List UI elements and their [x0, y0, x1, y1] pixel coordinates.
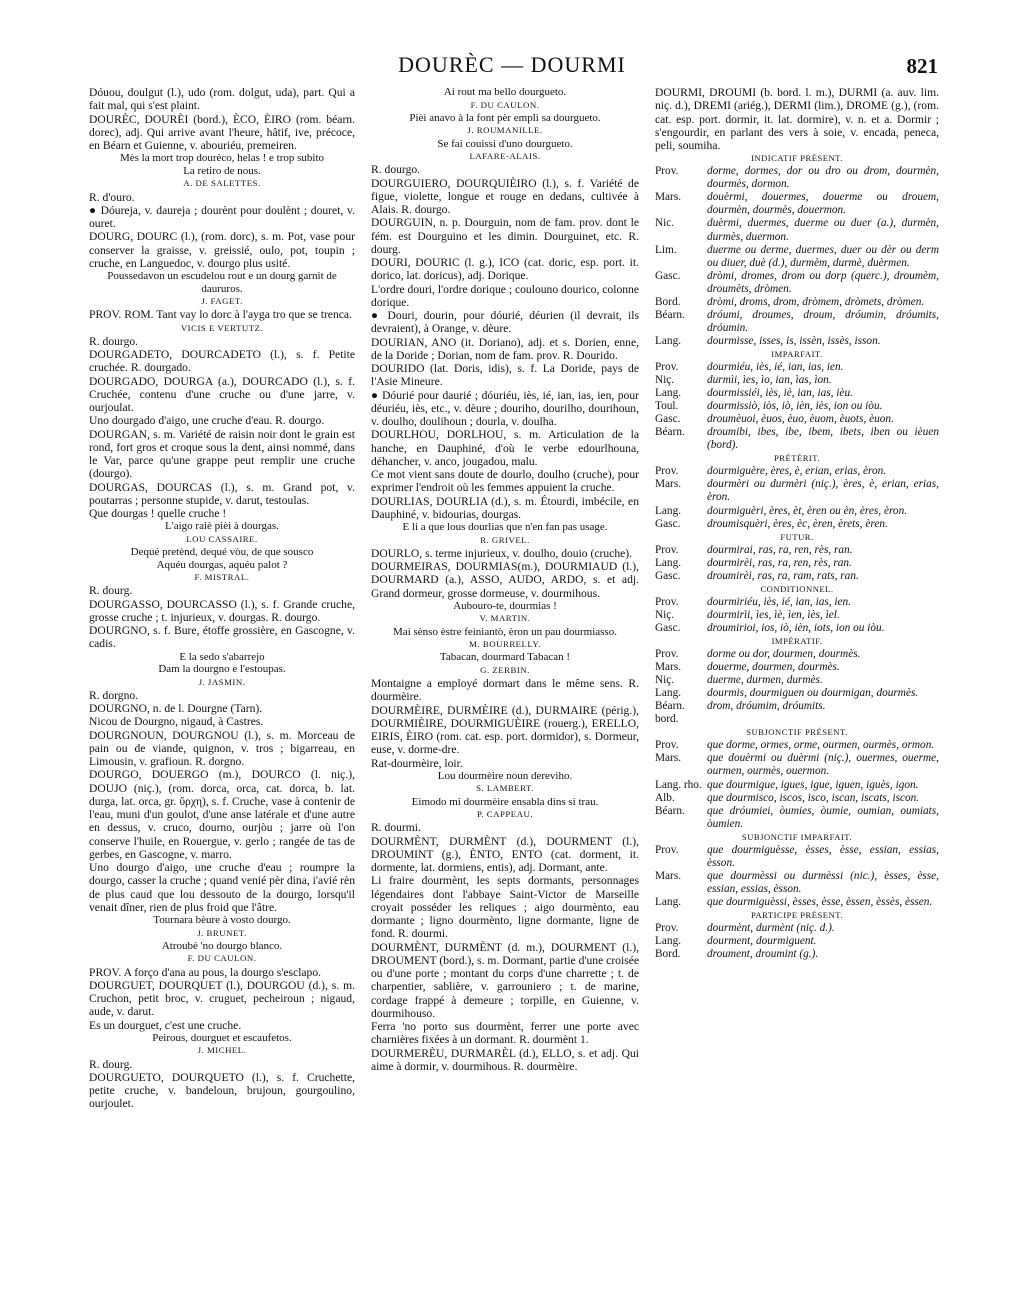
verb-forms: dróumi, droumes, droum, dróumin, dróumits, dróumin. — [707, 308, 939, 334]
conjugation-row — [655, 700, 939, 726]
dialect-label: Lang. — [655, 895, 682, 908]
conjugation-row — [655, 687, 939, 700]
conjugation-row — [655, 870, 939, 896]
verb-forms: dourmissiò, iòs, iò, ièn, iès, ion ou iòu. — [707, 400, 883, 413]
dictionary-entry: Dóuou, doulgut (l.), udo (rom. dolgut, uda), part. Qui a fait mal, qui s'est plaint. — [89, 86, 355, 113]
citation-line: Mai sènso èstre feiniantò, èron un pau dourmiasso. — [393, 625, 617, 638]
citation-line: Dequé pretènd, dequé vòu, de que sousco — [130, 546, 314, 558]
dictionary-entry: DOURGUET, DOURQUET (l.), DOURGOU (d.), s. m. Cruchon, petit broc, v. cruguet, pecheiroun ; nigaud, aude, v. darut. — [89, 978, 355, 1019]
citation-author: S. LAMBERT. — [476, 783, 534, 794]
dictionary-entry: DOURMÈNT, DURMÈNT (d.), DOURMENT (l.), DROUMINT (g.), ÈNTO, ENTO (cat. dorment, it. dormente, lat. dormiens, entis), adj. Dormant, ante. — [371, 834, 639, 874]
citation-author: V. MARTIN. — [479, 613, 531, 624]
column-middle — [371, 86, 639, 1286]
verb-forms: dourmirai, ras, ra, ren, rès, ran. — [707, 543, 853, 556]
verb-forms: dourmiéu, iès, ié, ian, ias, ien. — [707, 361, 844, 373]
dialect-label: Béarn. — [655, 308, 685, 321]
citation-line: E li a que lous dourlias que n'en fan pas usage. — [402, 521, 608, 533]
citation-line: Aquéu dourgas, aquéu palot ? — [156, 558, 288, 571]
dictionary-entry: R. dourmi. — [371, 821, 421, 835]
dictionary-entry: R. dorgno. — [89, 688, 139, 702]
conjugation-row — [655, 805, 939, 831]
dialect-label: Lang. — [655, 556, 682, 569]
dictionary-entry: DOURGADO, DOURGA (a.), DOURCADO (l.), s. f. Cruchée, contenu d'une cruche ou d'une jarre, v. ourjoulat. — [89, 374, 355, 414]
citation-line: Peirous, dourguet et escaufetos. — [152, 1031, 292, 1044]
citation-author: R. GRIVEL. — [480, 534, 530, 545]
verb-forms: dourmissiéi, iès, iè, ian, ias, ièu. — [707, 387, 853, 400]
conjugation-row — [655, 217, 939, 243]
citation-line: Tournara bèure à vosto dourgo. — [153, 914, 291, 926]
verb-forms: que dourmiguèssi, èsses, èsse, èssen, èssès, èssen. — [707, 895, 933, 908]
citation-author: M. BOURRELLY. — [469, 639, 541, 649]
verb-forms: droumisquèri, ères, èc, èren, èrets, èren. — [707, 517, 888, 530]
verb-forms: que dourmiguèsse, èsses, èsse, essian, essias, èsson. — [707, 843, 939, 869]
dialect-label: Gasc. — [655, 413, 681, 426]
dialect-label: Niç. — [655, 608, 675, 621]
page-header — [0, 52, 1024, 82]
conjugation-row — [655, 518, 939, 531]
conjugation-row — [655, 361, 939, 374]
citation-line: Tabacan, dourmard Tabacan ! — [439, 651, 571, 664]
conjugation-row — [655, 505, 939, 518]
dictionary-entry: R. dourgo. — [89, 334, 139, 348]
citation-line: Aubouro-te, dourmias ! — [453, 599, 557, 612]
dictionary-entry: R. dourgo. — [371, 163, 421, 177]
conjugation-row — [655, 844, 939, 870]
conjugation-row — [655, 674, 939, 687]
dialect-label: Prov. — [655, 165, 679, 178]
verb-forms: droument, droumint (g.). — [707, 948, 819, 961]
verb-forms: douerme, dourmen, dourmès. — [707, 661, 840, 674]
verb-forms: que douèrmi ou duèrmi (niç.), ouermes, ouerme, ourmen, ourmès, ouermon. — [707, 752, 939, 778]
running-head: DOURÈC — DOURMI — [398, 52, 626, 77]
dictionary-entry: DOURLHOU, DORLHOU, s. m. Articulation de la hanche, en Dauphiné, d'où le verbe edourlhouna, déhancher, v. anco, jougadou, malu. — [371, 428, 639, 468]
dialect-label: Lang. — [655, 387, 682, 400]
dictionary-entry: DOURIDO (lat. Doris, idis), s. f. La Doride, pays de l'Asie Mineure. — [371, 362, 639, 389]
verb-forms: que dróumiei, òumies, òumie, oumian, oumiats, òumien. — [707, 804, 939, 830]
verb-forms: dourmis, dourmiguen ou dourmigan, dourmès. — [707, 687, 919, 700]
dictionary-entry: DOURGNO, s. f. Bure, étoffe grossière, en Gascogne, v. cadis. — [89, 624, 355, 651]
dialect-label: Prov. — [655, 595, 679, 608]
conjugation-row — [655, 478, 939, 504]
dialect-label: Béarn. — [655, 426, 685, 439]
dialect-label: Béarn. bord. — [655, 700, 685, 726]
citation-line: Poussedavon un escudelou rout e un dourg garnit de daururos. — [107, 270, 337, 295]
conjugation-row — [655, 896, 939, 909]
dictionary-entry: Rat-dourmèire, loir. — [371, 756, 463, 770]
conjugation-row — [655, 413, 939, 426]
dialect-label: Mars. — [655, 752, 682, 765]
verb-forms: dorme, dormes, dor ou dro ou drom, dourmèn, dourmès, dormon. — [707, 165, 939, 191]
conjugation-row — [655, 335, 939, 348]
dictionary-entry: DOURLO, s. terme injurieux, v. doulho, douio (cruche). — [371, 546, 633, 560]
tense-heading: PARTICIPE PRÉSENT. — [750, 909, 844, 920]
dictionary-entry: DOURGUIERO, DOURQUIÈIRO (l.), s. f. Variété de figue, violette, longue et rouge en dedans, cultivée à Alais. R. dourgo. — [371, 176, 639, 216]
verb-forms: dourmènt, durmènt (niç. d.). — [707, 922, 835, 935]
citation-author: F. DU CAULON. — [470, 99, 540, 110]
conjugation-row — [655, 935, 939, 948]
citation-author: J. FAGET. — [201, 296, 243, 306]
citation-author: LAFARE-ALAIS. — [469, 151, 541, 161]
dictionary-entry: DOURGNOUN, DOURGNOU (l.), s. m. Morceau de pain ou de viande, quignon, v. tros ; bigarreau, en Limousin, v. grafioun. R. dorgno. — [89, 728, 355, 768]
dictionary-entry: R. d'ouro. — [89, 190, 135, 204]
dictionary-entry: DOURLIAS, DOURLIA (d.), s. m. Étourdi, imbécile, en Dauphiné, v. bidourias, dourgas. — [371, 494, 639, 521]
citation-line: La retiro de nous. — [183, 164, 261, 177]
dialect-label: Prov. — [655, 361, 679, 373]
dialect-label: Prov. — [655, 739, 679, 752]
citation-line: Atroubè 'no dourgo blanco. — [161, 939, 283, 952]
verb-forms: que dourmisco, iscos, isco, iscan, iscats, iscon. — [707, 791, 920, 804]
conjugation-row — [655, 661, 939, 674]
tense-heading: CONDITIONNEL. — [760, 583, 834, 594]
dialect-label: Bord. — [655, 948, 681, 961]
conjugation-row — [655, 309, 939, 335]
citation-line: Se fai couissi d'uno dourgueto. — [437, 137, 573, 150]
tense-heading: FUTUR. — [780, 531, 814, 542]
dialect-label: Mars. — [655, 661, 682, 674]
dialect-label: Gasc. — [655, 517, 681, 530]
dictionary-entry: DOURGUETO, DOURQUETO (l.), s. f. Cruchette, petite cruche, v. bandeloun, brujoun, gourgoulino, ourjoulet. — [89, 1070, 355, 1111]
dialect-label: Prov. — [655, 543, 679, 556]
dictionary-entry: Ce mot vient sans doute de dourlo, doulho (cruche), pour exprimer l'endroit où les femmes appuient la cruche. — [371, 468, 639, 495]
dictionary-entry: PROV. A forço d'ana au pous, la dourgo s'esclapo. — [89, 965, 322, 979]
page-number: 821 — [906, 54, 938, 78]
conjugation-row — [655, 244, 939, 270]
verb-forms: droumibi, ibes, ibe, ibem, ibets, iben ou ièuen (bord). — [707, 426, 939, 452]
conjugation-row — [655, 752, 939, 778]
conjugation-row — [655, 948, 939, 961]
dictionary-entry: Montaigne a employé dormart dans le même sens. R. dourmèire. — [371, 677, 639, 704]
conjugation-row — [655, 922, 939, 935]
conjugation-row — [655, 465, 939, 478]
conjugation-row — [655, 609, 939, 622]
dialect-label: Gasc. — [655, 569, 681, 582]
conjugation-row — [655, 779, 939, 792]
conjugation-row — [655, 387, 939, 400]
conjugation-row — [655, 544, 939, 557]
verb-forms: durmìi, ìes, ìo, ian, ìas, ìon. — [707, 374, 832, 387]
dialect-label: Gasc. — [655, 621, 681, 634]
dialect-label: Niç. — [655, 374, 675, 387]
dialect-label: Mars. — [655, 869, 682, 882]
dictionary-entry: DOURÈC, DOURÈI (bord.), ÈCO, ÈIRO (rom. béarn. dorec), adj. Qui arrive avant l'heure, hâtif, ive, précoce, en Béarn et Guienne, v. abouriéu, premeiren. — [89, 112, 355, 152]
verb-forms: dròmi, droms, drom, dròmem, dròmets, dròmen. — [707, 295, 925, 308]
dialect-label: Prov. — [655, 465, 679, 478]
verb-forms: dorme ou dor, dourmen, dourmès. — [707, 648, 861, 661]
conjugation-row — [655, 374, 939, 387]
dialect-label: Lang. — [655, 504, 682, 517]
verb-forms: dourmèri ou durmèri (niç.), ères, è, erian, erias, èron. — [707, 478, 939, 504]
dictionary-entry: PROV. ROM. Tant vay lo dorc à l'ayga tro que se trenca. — [89, 308, 352, 322]
dictionary-entry: R. dourg. — [89, 1057, 133, 1071]
conjugation-row — [655, 426, 939, 452]
verb-forms: droumirèi, ras, ra, ram, rats, ran. — [707, 569, 859, 582]
verb-forms: dourmiguèri, ères, èt, èren ou èn, ères, èron. — [707, 504, 908, 517]
dialect-label: Béarn. — [655, 804, 685, 817]
conjugation-row — [655, 792, 939, 805]
conjugation-row — [655, 296, 939, 309]
dictionary-entry: DOURIAN, ANO (it. Doriano), adj. et s. Dorien, enne, de la Doride ; Dorian, nom de fam. prov. R. Dourido. — [371, 335, 639, 362]
verb-forms: dourmirèi, ras, ra, ren, rès, ran. — [707, 556, 852, 569]
dialect-label: Gasc. — [655, 269, 681, 282]
tense-heading: PRÉTÉRIT. — [773, 453, 821, 464]
dictionary-entry: DOURGUIN, n. p. Dourguin, nom de fam. prov. dont le fém. est Dourguino et les dimin. Dourguinet, etc. R. dourg. — [371, 216, 639, 256]
conjugation-row — [655, 648, 939, 661]
dictionary-entry: DOURMÈIRE, DURMÈIRE (d.), DURMAIRE (périg.), DOURMIÈIRE, DOURMIGUÈIRE (rouerg.), ERELLO, EIRIS, ÈIRO (rom. cat. esp. port. dormidor), s. Dormeur, euse, v. dorme-dre. — [371, 703, 639, 757]
dictionary-entry: DOURGASSO, DOURCASSO (l.), s. f. Grande cruche, grosse cruche ; t. injurieux, v. dourgas. R. dourgo. — [89, 597, 355, 624]
conjugation-row — [655, 191, 939, 217]
conjugation-row — [655, 622, 939, 635]
dictionary-entry: DOURGO, DOUERGO (m.), DOURCO (l. niç.), DOUJO (niç.), (rom. dorca, orca, cat. dorca, b. lat. durga, lat. orca, gr. ὕρχη), s. f. Cruche, vase à contenir de l'eau, muni d'un goulot, d'une anse latérale et d'une autre en dessus, v. cruco, dourno, ourjòu ; jarre où l'on conserve l'huile, en Rouergue, v. gerlo ; rangée de tas de gerbes, en Gascogne, v. marro. — [89, 768, 355, 861]
dictionary-entry: DOURMÈNT, DURMÈNT (d. m.), DOURMENT (l.), DROUMENT (bord.), s. m. Dormant, partie d'une croisée ou d'une porte ; montant du corps d'une charrette ; t. de charpentier, sablière, v. garrouniero ; t. de marine, cordage frappé à demeure ; torpille, en Guienne, v. dourmihouso. — [371, 940, 639, 1020]
dialect-label: Prov. — [655, 922, 679, 935]
dictionary-entry: ● Douri, dourin, pour dóurié, déurien (il devrait, ils devraient), à Orange, v. dèure. — [371, 309, 639, 336]
verb-forms: duèrmi, duermes, duerme ou duer (a.), durmèn, durmès, duermon. — [707, 217, 939, 243]
entry-dourmi: DOURMI, DROUMI (b. bord. l. m.), DURMI (a. auv. lim. niç. d.), DREMI (ariég.), DERMI (lim.), DROME (g.), (rom. cat. esp. port. dormir, it. lat. dormire), v. n. et a. Dormir ; s'engourdir, en parlant des vers à soie, v. encada, peneca, peli, soumiha. — [655, 86, 939, 152]
dialect-label: Lim. — [655, 243, 677, 256]
tense-heading: IMPARFAIT. — [771, 348, 823, 359]
citation-author: G. ZERBIN. — [480, 664, 530, 675]
citation-author: F. DU CAULON. — [187, 953, 257, 964]
dialect-label: Lang. rho. — [655, 778, 702, 791]
dictionary-entry: Li fraire dourmènt, les septs dormants, personnages légendaires dont l'abbaye Saint-Victor de Marseille croyait posséder les reliques ; aigo dourmènto, eau dormante ; ligno dourmènto, ligne dormante, ligne de fond. R. dourmi. — [371, 874, 639, 941]
verb-forms: dourmisse, isses, is, issèn, issès, isson. — [707, 334, 881, 347]
conjugation-row — [655, 270, 939, 296]
dictionary-entry: Que dourgas ! quelle cruche ! — [89, 507, 227, 520]
citation-line: Ai rout ma bello dourgueto. — [443, 86, 567, 98]
citation-author: J. MICHEL. — [197, 1045, 247, 1056]
dictionary-entry: DOURMERÈU, DURMARÈL (d.), ELLO, s. et adj. Qui aime à dormir, v. dourmihous. R. dourmèire. — [371, 1046, 639, 1073]
conjugation-row — [655, 400, 939, 413]
dialect-label: Niç. — [655, 674, 675, 687]
conjugation-table — [655, 152, 939, 961]
dialect-label: Prov. — [655, 648, 679, 661]
dialect-label: Nic. — [655, 217, 675, 230]
tense-heading: IMPÉRATIF. — [771, 635, 823, 646]
dialect-label: Toul. — [655, 400, 679, 413]
verb-forms: dourmirìi, ìes, ìè, ìen, ìès, ìel. — [707, 608, 840, 621]
column-right — [655, 86, 939, 1286]
citation-author: P. CAPPEAU. — [476, 809, 534, 819]
dictionary-entry: DOURG, DOURC (l.), (rom. dorc), s. m. Pot, vase pour conserver la graisse, v. greissié, oulo, pot, toupin ; cruche, en Languedoc, v. dourgo plus usité. — [89, 230, 355, 270]
tense-heading: SUBJONCTIF PRÉSENT. — [746, 727, 848, 738]
dialect-label: Lang. — [655, 687, 682, 700]
dialect-label: Lang. — [655, 334, 682, 347]
dialect-label: Alb. — [655, 791, 675, 804]
dictionary-entry: DOURGNO, n. de l. Dourgne (Tarn). — [89, 702, 263, 715]
citation-author: LOU CASSAIRE. — [186, 533, 258, 544]
citation-author: A. DE SALETTES. — [183, 178, 261, 189]
citation-author: J. ROUMANILLE. — [467, 125, 543, 136]
citation-line: Dam la dourgno e l'estoupas. — [158, 663, 286, 675]
citation-author: VICIS E VERTUTZ. — [180, 322, 264, 333]
verb-forms: que dourmèssi ou durmèssi (nic.), èsses, èsse, essian, essias, èsson. — [707, 869, 939, 895]
dictionary-entry: Ferra 'no porto sus dourmènt, ferrer une porte avec charnières fixées à un dormant. R. dourmènt 1. — [371, 1020, 639, 1047]
dialect-label: Prov. — [655, 843, 679, 856]
dictionary-entry: ● Dóurié pour daurié ; dóuriéu, iès, ié, ian, ias, ien, pour déuriéu, iès, etc., v. dèure ; douriho, dourilho, dourihoun, v. doulho, doulihoun ; dourla, v. doulha. — [371, 388, 639, 428]
dictionary-entry: Nicou de Dourgno, nigaud, à Castres. — [89, 715, 264, 729]
dictionary-entry: DOURI, DOURIC (l. g.), ICO (cat. doric, esp. port. it. dorico, lat. doricus), adj. Dorique. — [371, 256, 639, 283]
dialect-label: Mars. — [655, 191, 682, 204]
verb-forms: dourmiguère, ères, è, erian, erias, èron. — [707, 465, 887, 478]
citation-line: Mès la mort trop dourèco, helas ! e trop subito — [119, 152, 325, 165]
column-left — [89, 86, 355, 1286]
dictionary-entry: DOURMEIRAS, DOURMIAS(m.), DOURMIAUD (l.), DOURMARD (a.), ASSO, AUDO, ARDO, s. et adj. Grand dormeur, grosse dormeuse, v. dourmihous. — [371, 560, 639, 600]
dialect-label: Bord. — [655, 295, 681, 308]
citation-line: E la sedo s'abarrejo — [179, 650, 265, 663]
citation-line: Lou dourmèire noun dereviho. — [437, 769, 573, 782]
verb-forms: droumirioi, ios, iò, ièn, iots, ion ou iòu. — [707, 621, 885, 634]
dialect-label: Lang. — [655, 935, 682, 948]
verb-forms: douèrmi, douermes, douerme ou drouem, dourmèn, dourmès, douermon. — [707, 191, 939, 217]
tense-heading: INDICATIF PRÉSENT. — [751, 153, 843, 164]
dictionary-entry: R. dourg. — [89, 584, 133, 598]
verb-forms: que dorme, ormes, orme, ourmen, ourmès, ormon. — [707, 739, 935, 752]
dictionary-entry: Uno dourgo d'aigo, une cruche d'eau ; roumpre la dourgo, casser la cruche ; quand venié pèr dina, i'avié rèn de plus caud que lou dessouto de la dourgo, lorsqu'il venait dîner, rien de plus froid que l'âtre. — [89, 861, 355, 914]
citation-line: Eimodo mi dourmèire ensabla dins si trau. — [411, 795, 599, 808]
citation-author: F. MISTRAL. — [194, 572, 250, 582]
verb-forms: duerme ou derme, duermes, duer ou dèr ou derm ou diuer, duè (d.), durmèm, durmè, duèrmen. — [707, 243, 939, 269]
verb-forms: dourment, dourmiguent. — [707, 935, 817, 948]
conjugation-row — [655, 739, 939, 752]
tense-heading: SUBJONCTIF IMPARFAIT. — [741, 831, 853, 842]
dialect-label: Mars. — [655, 478, 682, 491]
dictionary-entry: DOURGADETO, DOURCADETO (l.), s. f. Petite cruchée. R. dourgado. — [89, 348, 355, 375]
dictionary-entry: L'ordre douri, l'ordre dorique ; coulouno dourico, colonne dorique. — [371, 282, 639, 309]
conjugation-row — [655, 165, 939, 191]
verb-forms: que dourmigue, igues, igue, iguen, iguès, igon. — [707, 778, 919, 791]
dictionary-entry: Uno dourgado d'aigo, une cruche d'eau. R. dourgo. — [89, 414, 325, 428]
dictionary-entry: DOURGAN, s. m. Variété de raisin noir dont le grain est rond, fort gros et croque sous la dent, ainsi nommé, dans le Var, parce qu'une grappe peut remplir une cruche (dourgo). — [89, 427, 355, 481]
verb-forms: droumèuoi, èuos, èuo, èuom, èuots, èuon. — [707, 413, 894, 426]
verb-forms: drom, dróumim, dróumits. — [707, 700, 826, 713]
citation-author: J. JASMIN. — [198, 676, 246, 687]
verb-forms: dròmi, dromes, drom ou dorp (querc.), droumèm, droumèts, dròmen. — [707, 269, 939, 295]
verb-forms: duerme, durmen, durmès. — [707, 674, 823, 687]
citation-author: J. BRUNET. — [197, 927, 247, 938]
dictionary-entry: DOURGAS, DOURCAS (l.), s. m. Grand pot, v. poutarras ; personne stupide, v. darut, testoulas. — [89, 480, 355, 507]
citation-line: L'aigo raiè pièi à dourgas. — [165, 520, 279, 533]
conjugation-row — [655, 596, 939, 609]
dictionary-entry: ● Dóureja, v. daureja ; dourènt pour doulènt ; douret, v. ouret. — [89, 203, 355, 230]
verb-forms: dourmiriéu, iès, ié, ian, ias, ien. — [707, 595, 852, 608]
conjugation-row — [655, 570, 939, 583]
citation-line: Pièi anavo à la font pèr empli sa dourgueto. — [409, 111, 601, 124]
dictionary-entry: Es un dourguet, c'est une cruche. — [89, 1018, 242, 1032]
conjugation-row — [655, 557, 939, 570]
